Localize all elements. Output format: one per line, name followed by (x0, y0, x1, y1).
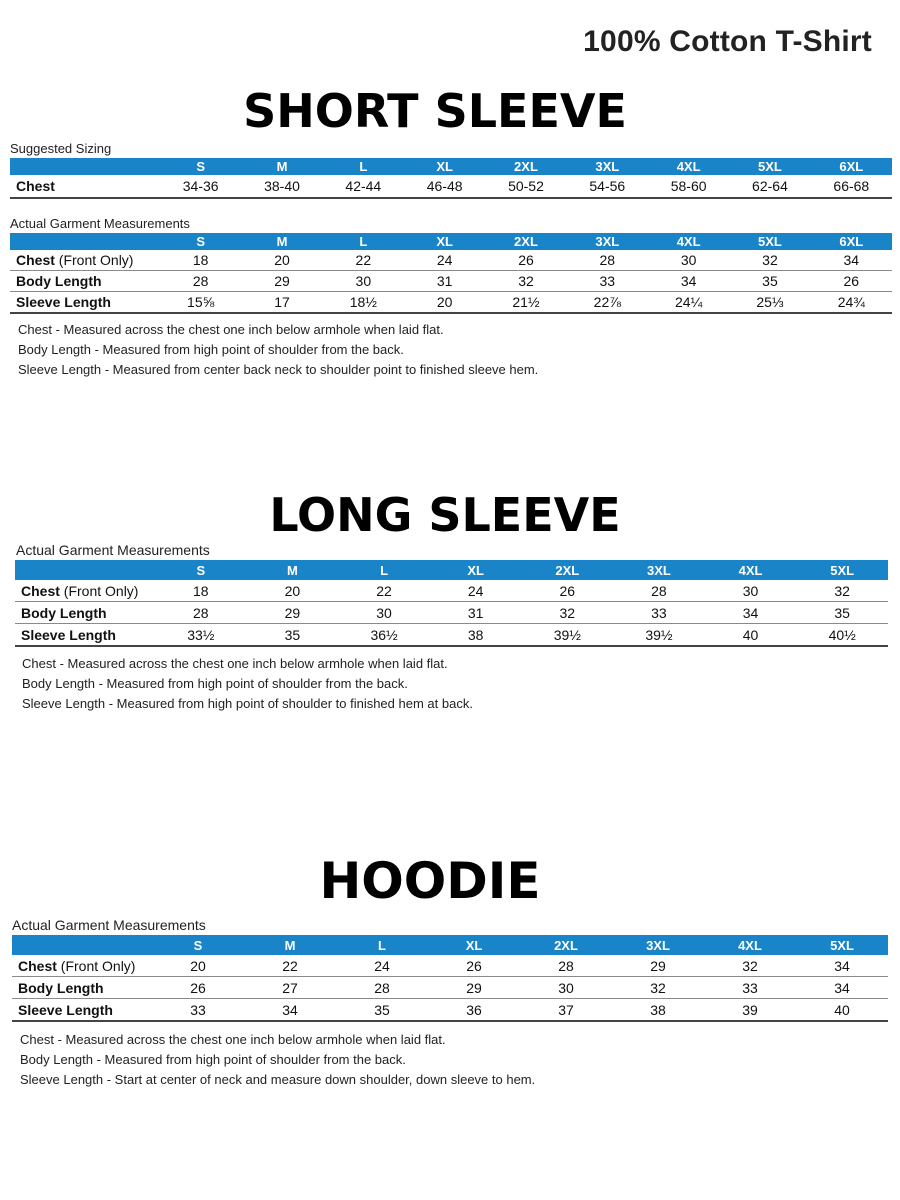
table-cell: 33 (152, 999, 244, 1022)
table-cell: 30 (705, 580, 797, 602)
table-cell: 24 (430, 580, 522, 602)
table-cell: 30 (520, 977, 612, 999)
table-cell: 28 (160, 271, 241, 292)
note-chest: Chest - Measured across the chest one inch below armhole when laid flat. (22, 656, 448, 671)
size-header-4xl: 4XL (705, 560, 797, 580)
table-row (15, 624, 888, 647)
size-header-5xl: 5XL (796, 935, 888, 955)
table-cell: 18 (160, 250, 241, 271)
size-header-2xl: 2XL (522, 560, 614, 580)
table-cell: 24 (404, 250, 485, 271)
long-actual-table (15, 560, 888, 647)
size-header-2xl: 2XL (520, 935, 612, 955)
size-header-m: M (241, 158, 322, 175)
size-header-s: S (160, 233, 241, 250)
row-label (12, 955, 152, 977)
hoodie-actual-table (12, 935, 888, 1022)
size-header-row (10, 158, 892, 175)
table-cell: 34 (796, 955, 888, 977)
size-header-2xl: 2XL (485, 233, 566, 250)
table-cell: 35 (336, 999, 428, 1022)
note-body-length: Body Length - Measured from high point of shoulder from the back. (22, 676, 408, 691)
size-header-3xl: 3XL (567, 158, 648, 175)
size-header-2xl: 2XL (485, 158, 566, 175)
table-cell: 26 (811, 271, 892, 292)
size-header-xl: XL (428, 935, 520, 955)
header-spacer (10, 233, 160, 250)
table-cell: 36½ (338, 624, 430, 647)
product-title: 100% Cotton T-Shirt (583, 25, 872, 58)
table-cell: 46-48 (404, 175, 485, 198)
row-label-rest: (Front Only) (59, 582, 139, 599)
table-cell: 28 (336, 977, 428, 999)
row-label-bold: Chest (21, 582, 60, 599)
row-label (15, 624, 155, 647)
table-cell: 22 (323, 250, 404, 271)
table-cell: 29 (241, 271, 322, 292)
table-row (10, 271, 892, 292)
row-label-bold: Chest (18, 957, 57, 974)
row-label-bold: Sleeve Length (18, 1001, 113, 1018)
size-header-4xl: 4XL (704, 935, 796, 955)
table-cell: 26 (428, 955, 520, 977)
size-header-s: S (152, 935, 244, 955)
table-cell: 31 (430, 602, 522, 624)
table-cell: 39½ (613, 624, 705, 647)
long-sleeve-title: LONG SLEEVE (269, 488, 621, 542)
table-cell: 62-64 (729, 175, 810, 198)
table-cell: 21½ (485, 292, 566, 314)
row-label (12, 999, 152, 1022)
header-spacer (12, 935, 152, 955)
table-cell: 20 (404, 292, 485, 314)
table-cell: 32 (796, 580, 888, 602)
table-row (12, 999, 888, 1022)
table-cell: 50-52 (485, 175, 566, 198)
table-cell: 20 (241, 250, 322, 271)
short-suggested-table (10, 158, 892, 199)
table-cell: 26 (152, 977, 244, 999)
size-header-3xl: 3XL (567, 233, 648, 250)
row-label (10, 292, 160, 314)
note-sleeve-length: Sleeve Length - Start at center of neck and measure down shoulder, down sleeve to hem. (20, 1072, 536, 1087)
row-label-rest: (Front Only) (56, 957, 136, 974)
short-actual-caption: Actual Garment Measurements (10, 216, 190, 231)
table-cell: 34 (705, 602, 797, 624)
size-header-xl: XL (430, 560, 522, 580)
table-cell: 22⅞ (567, 292, 648, 314)
size-header-row (12, 935, 888, 955)
table-cell: 32 (612, 977, 704, 999)
size-header-5xl: 5XL (796, 560, 888, 580)
size-header-6xl: 6XL (811, 233, 892, 250)
table-cell: 26 (485, 250, 566, 271)
size-header-m: M (241, 233, 322, 250)
table-cell: 40½ (796, 624, 888, 647)
row-label (10, 175, 160, 198)
table-cell: 28 (567, 250, 648, 271)
table-cell: 34 (796, 977, 888, 999)
note-chest: Chest - Measured across the chest one inch below armhole when laid flat. (18, 322, 444, 337)
size-header-l: L (323, 158, 404, 175)
table-cell: 38 (430, 624, 522, 647)
row-label-bold: Body Length (21, 604, 107, 621)
table-cell: 26 (522, 580, 614, 602)
hoodie-notes (20, 1030, 535, 1090)
table-cell: 28 (613, 580, 705, 602)
table-row (12, 977, 888, 999)
table-cell: 27 (244, 977, 336, 999)
table-cell: 29 (612, 955, 704, 977)
row-label-bold: Body Length (16, 273, 102, 289)
size-header-4xl: 4XL (648, 233, 729, 250)
table-cell: 29 (428, 977, 520, 999)
table-cell: 22 (338, 580, 430, 602)
table-cell: 24¾ (811, 292, 892, 314)
size-header-4xl: 4XL (648, 158, 729, 175)
header-spacer (10, 158, 160, 175)
table-cell: 31 (404, 271, 485, 292)
table-cell: 30 (323, 271, 404, 292)
table-cell: 42-44 (323, 175, 404, 198)
short-suggested-caption: Suggested Sizing (10, 141, 112, 156)
table-cell: 39½ (522, 624, 614, 647)
row-label-bold: Sleeve Length (16, 294, 111, 310)
size-header-3xl: 3XL (613, 560, 705, 580)
size-header-5xl: 5XL (729, 158, 810, 175)
table-cell: 40 (705, 624, 797, 647)
table-cell: 39 (704, 999, 796, 1022)
table-row (10, 250, 892, 271)
table-row (10, 292, 892, 314)
row-label (15, 580, 155, 602)
hoodie-title: HOODIE (319, 852, 541, 910)
note-body-length: Body Length - Measured from high point of shoulder from the back. (20, 1052, 406, 1067)
size-header-row (10, 233, 892, 250)
row-label-bold: Body Length (18, 979, 104, 996)
table-cell: 38 (612, 999, 704, 1022)
size-header-xl: XL (404, 233, 485, 250)
table-cell: 18 (155, 580, 247, 602)
note-sleeve-length: Sleeve Length - Measured from center back neck to shoulder point to finished sleeve hem. (18, 362, 539, 377)
size-header-row (15, 560, 888, 580)
table-cell: 58-60 (648, 175, 729, 198)
table-cell: 25⅓ (729, 292, 810, 314)
table-cell: 34-36 (160, 175, 241, 198)
table-cell: 20 (152, 955, 244, 977)
table-cell: 34 (811, 250, 892, 271)
header-spacer (15, 560, 155, 580)
table-cell: 28 (155, 602, 247, 624)
table-row (15, 580, 888, 602)
table-cell: 15⅝ (160, 292, 241, 314)
table-cell: 32 (485, 271, 566, 292)
table-cell: 35 (729, 271, 810, 292)
table-cell: 33 (613, 602, 705, 624)
table-cell: 28 (520, 955, 612, 977)
row-label-bold: Chest (16, 178, 55, 194)
table-cell: 22 (244, 955, 336, 977)
row-label (10, 250, 160, 271)
table-cell: 35 (247, 624, 339, 647)
size-header-l: L (338, 560, 430, 580)
table-cell: 30 (648, 250, 729, 271)
size-header-m: M (247, 560, 339, 580)
table-row (15, 602, 888, 624)
table-cell: 54-56 (567, 175, 648, 198)
table-row (12, 955, 888, 977)
row-label-rest: (Front Only) (54, 252, 134, 268)
row-label (15, 602, 155, 624)
size-header-6xl: 6XL (811, 158, 892, 175)
row-label-bold: Chest (16, 252, 55, 268)
hoodie-actual-caption: Actual Garment Measurements (12, 917, 206, 933)
size-header-l: L (336, 935, 428, 955)
table-cell: 34 (648, 271, 729, 292)
table-cell: 35 (796, 602, 888, 624)
table-cell: 38-40 (241, 175, 322, 198)
long-actual-caption: Actual Garment Measurements (16, 542, 210, 558)
table-cell: 24¼ (648, 292, 729, 314)
note-chest: Chest - Measured across the chest one inch below armhole when laid flat. (20, 1032, 446, 1047)
size-header-s: S (155, 560, 247, 580)
note-sleeve-length: Sleeve Length - Measured from high point of shoulder to finished hem at back. (22, 696, 473, 711)
note-body-length: Body Length - Measured from high point of shoulder from the back. (18, 342, 404, 357)
size-header-5xl: 5XL (729, 233, 810, 250)
row-label (10, 271, 160, 292)
table-cell: 33½ (155, 624, 247, 647)
table-cell: 37 (520, 999, 612, 1022)
short-notes (18, 320, 538, 380)
table-cell: 18½ (323, 292, 404, 314)
row-label-bold: Sleeve Length (21, 626, 116, 643)
table-cell: 32 (704, 955, 796, 977)
size-header-xl: XL (404, 158, 485, 175)
size-header-l: L (323, 233, 404, 250)
size-header-s: S (160, 158, 241, 175)
table-cell: 20 (247, 580, 339, 602)
long-notes (22, 654, 473, 714)
table-cell: 32 (522, 602, 614, 624)
table-cell: 17 (241, 292, 322, 314)
size-header-m: M (244, 935, 336, 955)
table-cell: 66-68 (811, 175, 892, 198)
table-cell: 24 (336, 955, 428, 977)
table-cell: 32 (729, 250, 810, 271)
table-row (10, 175, 892, 198)
short-actual-table (10, 233, 892, 314)
table-cell: 34 (244, 999, 336, 1022)
short-sleeve-title: SHORT SLEEVE (243, 84, 627, 138)
table-cell: 29 (247, 602, 339, 624)
table-cell: 30 (338, 602, 430, 624)
size-header-3xl: 3XL (612, 935, 704, 955)
table-cell: 33 (567, 271, 648, 292)
table-cell: 40 (796, 999, 888, 1022)
row-label (12, 977, 152, 999)
table-cell: 33 (704, 977, 796, 999)
table-cell: 36 (428, 999, 520, 1022)
